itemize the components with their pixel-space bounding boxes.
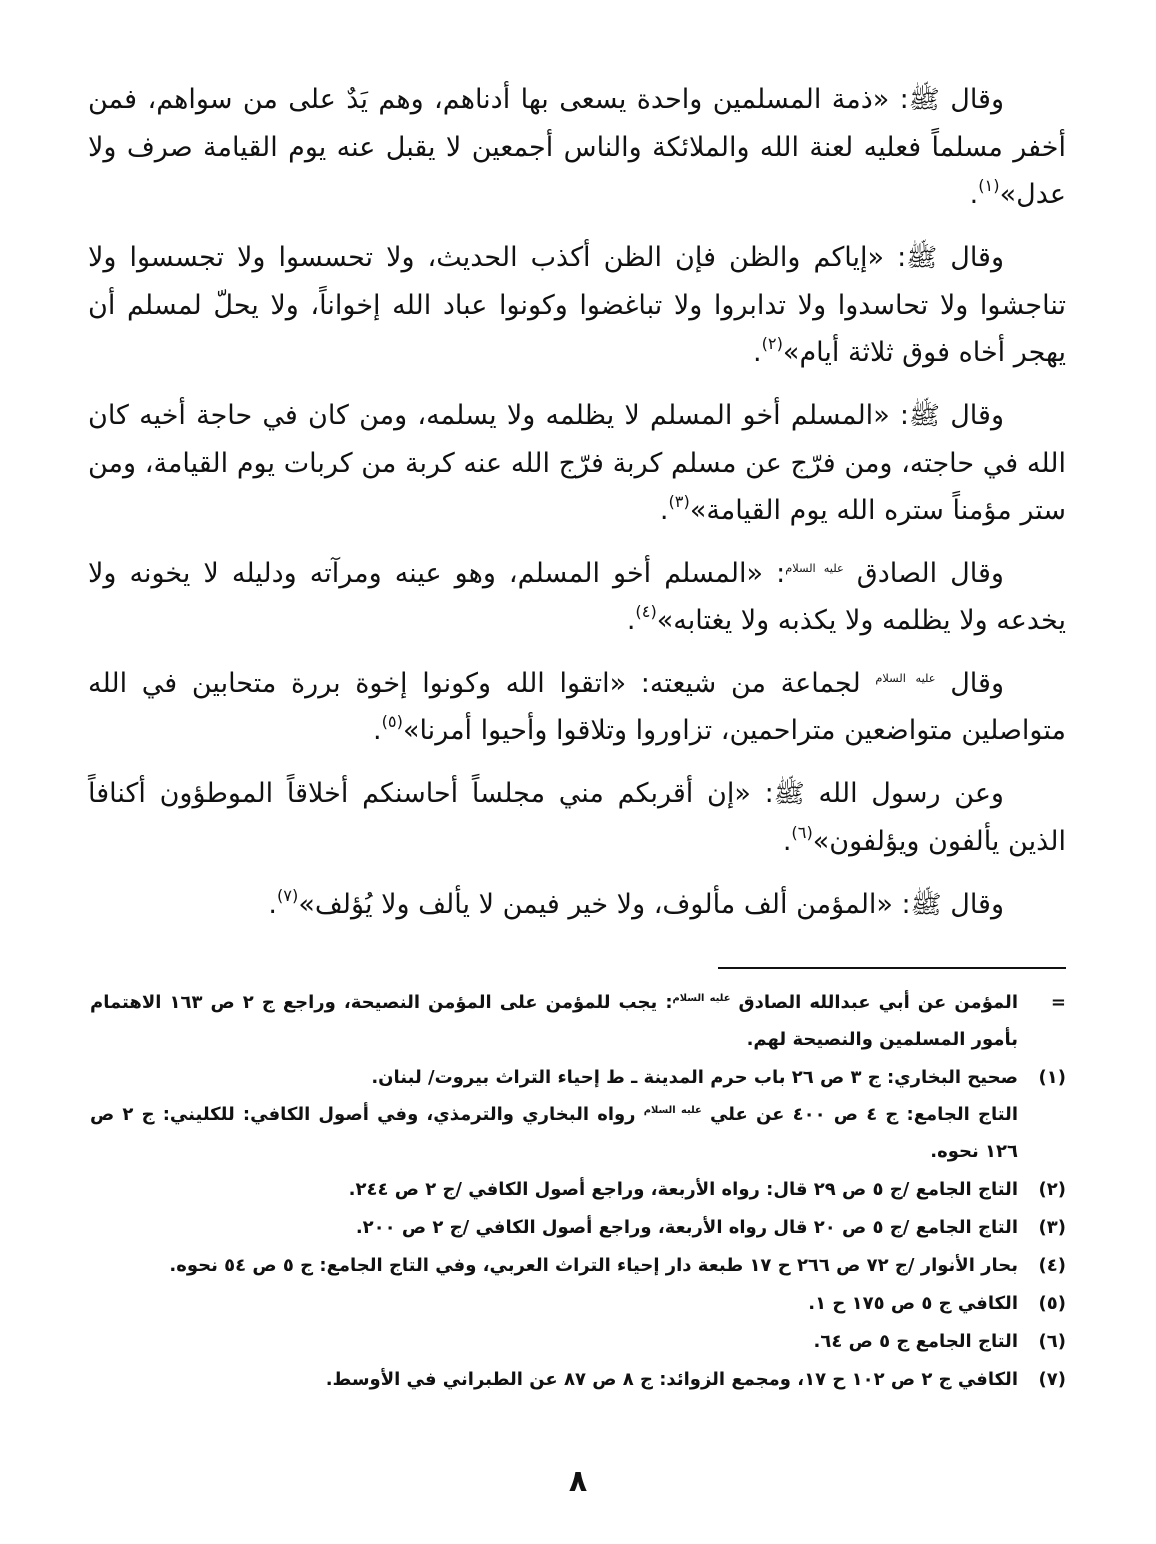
paragraph-end: .	[268, 889, 277, 920]
footnote-number: (٦)	[1038, 1331, 1066, 1352]
hadith-paragraph-6	[88, 770, 1066, 865]
page-number: ٨	[568, 1464, 588, 1499]
footnote-number: (٥)	[1038, 1293, 1066, 1314]
footnote-3	[90, 1209, 1066, 1246]
hadith-paragraph-2	[88, 234, 1066, 376]
footnote-line	[90, 984, 1018, 1058]
footnote-text: الكافي ج ٥ ص ١٧٥ ح ١.	[808, 1293, 1018, 1314]
hadith-paragraph-3	[88, 392, 1066, 534]
footnote-text	[90, 1059, 1018, 1170]
footnote-text: بحار الأنوار /ج ٧٢ ص ٢٦٦ ح ١٧ طبعة دار إحياء التراث العربي، وفي التاج الجامع: ج ٥ ص ٥٤ نحوه.	[169, 1255, 1018, 1276]
paragraph-lead: وقال	[950, 400, 1004, 431]
footnote-number: (١)	[1038, 1067, 1066, 1088]
paragraph-lead: وقال	[950, 242, 1004, 273]
footnote-ref: (٥)	[381, 711, 403, 731]
paragraph-lead: وقال	[950, 668, 1004, 699]
main-text	[88, 76, 1066, 945]
footnote-number: (٣)	[1038, 1217, 1066, 1238]
footnote-part: التاج الجامع: ج ٤ ص ٤٠٠ عن علي	[709, 1104, 1018, 1125]
footnote-line	[90, 1096, 1018, 1170]
hadith-text: : «المؤمن ألف مألوف، ولا خير فيمن لا يألف ولا يُؤلف»	[298, 889, 911, 920]
paragraph-end: .	[752, 337, 762, 368]
footnote-6	[90, 1323, 1066, 1360]
hadith-paragraph-7	[88, 881, 1066, 929]
footnote-2	[90, 1171, 1066, 1208]
footnote-number: (٢)	[1038, 1179, 1066, 1200]
honorific-symbol: عليه السلام	[643, 1105, 702, 1117]
footnote-part: رواه البخاري والترمذي، وفي أصول الكافي: للكليني: ج ٢ ص ١٢٦ نحوه.	[90, 1104, 1018, 1162]
paragraph-end: .	[782, 826, 792, 857]
footnote-separator	[718, 967, 1066, 969]
footnote-ref: (٧)	[276, 885, 299, 905]
hadith-text: : «ذمة المسلمين واحدة يسعى بها أدناهم، وهم يَدٌ على من سواهم، فمن أخفر مسلماً فعليه لعنة الله والملائكة والناس أجمعين لا يقبل عنه يوم القيامة صرف ولا عدل»	[88, 84, 1066, 210]
footnote-text: التاج الجامع /ج ٥ ص ٢٩ قال: رواه الأربعة، وراجع أصول الكافي /ج ٢ ص ٢٤٤.	[348, 1179, 1018, 1200]
footnote-ref: (١)	[978, 175, 1000, 195]
footnote-ref: (٣)	[668, 491, 690, 511]
footnote-ref: (٢)	[761, 333, 783, 353]
honorific-symbol: ﷺ	[908, 85, 940, 115]
hadith-paragraph-5	[88, 660, 1066, 754]
hadith-text: : «إياكم والظن فإن الظن أكذب الحديث، ولا تحسسوا ولا تجسسوا ولا تناجشوا ولا تحاسدوا ولا تدابروا ولا تباغضوا وكونوا عباد الله إخواناً، ولا يحلّ لمسلم أن يهجر أخاه فوق ثلاثة أيام»	[88, 242, 1066, 368]
footnote-text: التاج الجامع /ج ٥ ص ٢٠ قال رواه الأربعة، وراجع أصول الكافي /ج ٢ ص ٢٠٠.	[355, 1217, 1018, 1238]
footnote-part: : يجب للمؤمن على المؤمن النصيحة، وراجع ج ٢ ص ١٦٣ الاهتمام بأمور المسلمين والنصيحة لهم.	[90, 992, 1018, 1050]
footnote-text	[90, 984, 1018, 1058]
footnote-4	[90, 1247, 1066, 1284]
hadith-paragraph-4	[88, 550, 1066, 644]
paragraph-end: .	[372, 715, 382, 746]
footnote-5	[90, 1285, 1066, 1322]
honorific-symbol: عليه السلام	[785, 560, 844, 575]
honorific-symbol: ﷺ	[773, 779, 805, 809]
footnote-ref: (٤)	[635, 601, 657, 621]
honorific-symbol: ﷺ	[906, 243, 938, 273]
hadith-text: : «المسلم أخو المسلم، وهو عينه ومرآته ودليله لا يخونه ولا يخدعه ولا يظلمه ولا يكذبه ولا يغتابه»	[88, 558, 1066, 636]
footnote-7	[90, 1361, 1066, 1398]
hadith-text: : «المسلم أخو المسلم لا يظلمه ولا يسلمه، ومن كان في حاجة أخيه كان الله في حاجته، ومن فرّج عن مسلم كربة فرّج الله عنه كربة من كربات يوم القيامة، ومن ستر مؤمناً ستره الله يوم القيامة»	[88, 400, 1066, 526]
honorific-symbol: عليه السلام	[672, 993, 731, 1005]
paragraph-lead: وقال الصادق	[856, 558, 1004, 589]
footnote-continuation	[90, 984, 1066, 1058]
hadith-text: : «إن أقربكم مني مجلساً أحاسنكم أخلاقاً الموطؤون أكنافاً الذين يألفون ويؤلفون»	[88, 778, 1066, 857]
footnote-number: =	[1050, 992, 1066, 1013]
footnote-number: (٧)	[1038, 1369, 1066, 1390]
footnote-line: صحيح البخاري: ج ٣ ص ٢٦ باب حرم المدينة ـ ط إحياء التراث بيروت/ لبنان.	[371, 1067, 1018, 1088]
honorific-symbol: عليه السلام	[875, 670, 936, 685]
footnote-text: الكافي ج ٢ ص ١٠٢ ح ١٧، ومجمع الزوائد: ج ٨ ص ٨٧ عن الطبراني في الأوسط.	[325, 1369, 1018, 1390]
footnote-number: (٤)	[1038, 1255, 1066, 1276]
hadith-paragraph-1	[88, 76, 1066, 218]
footnote-text: التاج الجامع ج ٥ ص ٦٤.	[813, 1331, 1018, 1352]
paragraph-end: .	[969, 179, 979, 210]
paragraph-lead: وعن رسول الله	[818, 778, 1004, 809]
footnote-ref: (٦)	[791, 822, 813, 842]
honorific-symbol: ﷺ	[910, 890, 942, 920]
footnotes	[90, 984, 1066, 1399]
paragraph-lead: وقال	[950, 889, 1004, 920]
footnote-1	[90, 1059, 1066, 1170]
paragraph-end: .	[659, 495, 669, 526]
paragraph-lead: وقال	[950, 84, 1004, 115]
footnote-part: المؤمن عن أبي عبدالله الصادق	[738, 992, 1018, 1013]
honorific-symbol: ﷺ	[909, 401, 940, 431]
hadith-text: لجماعة من شيعته: «اتقوا الله وكونوا إخوة بررة متحابين في الله متواصلين متواضعين متراحمين، تزاوروا وتلاقوا وأحيوا أمرنا»	[88, 668, 1066, 746]
paragraph-end: .	[626, 605, 636, 636]
